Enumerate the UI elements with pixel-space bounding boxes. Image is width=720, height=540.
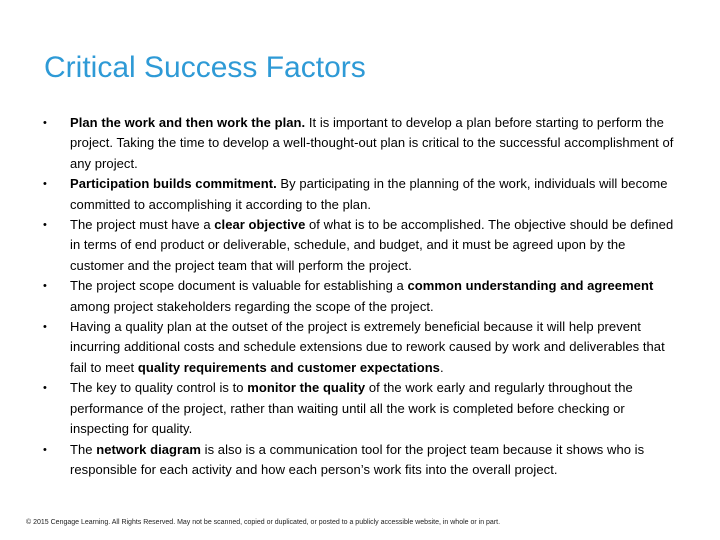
bullet-emphasis: Plan the work and then work the plan.	[70, 115, 306, 130]
bullet-item	[44, 174, 676, 215]
bullet-text: The project must have a	[70, 217, 215, 233]
bullet-emphasis: clear objective	[214, 217, 306, 233]
bullet-dot-icon: •	[43, 321, 47, 334]
bullet-text: is also is a communication tool for the project team because it shows who is responsible for each activity and how each person’s work fits into the overall project.	[70, 441, 645, 477]
bullet-emphasis: Participation builds commitment.	[70, 176, 277, 192]
bullet-text: The	[70, 441, 97, 457]
slide-title: Critical Success Factors	[44, 51, 366, 84]
copyright-footer: © 2015 Cengage Learning. All Rights Reserved. May not be scanned, copied or duplicated, or posted to a publicly accessible website, in whole or in part.	[26, 519, 501, 526]
bullet-emphasis: quality requirements and customer expectations	[137, 359, 440, 375]
bullet-text: The key to quality control is to	[70, 380, 248, 396]
bullet-dot-icon: •	[43, 382, 47, 395]
bullet-dot-icon: •	[43, 178, 47, 191]
bullet-dot-icon: •	[43, 117, 47, 129]
bullet-text: By participating in the planning of the work, individuals will become committed to accomplishing it according to the plan.	[70, 176, 668, 212]
bullet-dot-icon: •	[43, 219, 47, 232]
bullet-text: .	[439, 359, 444, 375]
bullet-item	[44, 276, 676, 317]
bullet-text: among project stakeholders regarding the scope of the project.	[70, 298, 434, 314]
bullet-dot-icon: •	[43, 443, 47, 456]
bullet-emphasis: network diagram	[96, 441, 201, 457]
bullet-emphasis: common understanding and agreement	[407, 278, 654, 294]
bullet-item	[44, 215, 676, 276]
bullet-text: Having a quality plan at the outset of the project is extremely beneficial because it will help prevent incurring additional costs and schedule extensions due to rework caused by work and deliverables that fail to meet	[70, 319, 665, 375]
bullet-text: The project scope document is valuable for establishing a	[70, 278, 408, 294]
bullet-text: of what is to be accomplished. The objective should be defined in terms of end product or deliverable, schedule, and budget, and it must be agreed upon by the customer and the project team that will perform the project.	[70, 217, 674, 273]
bullet-list	[44, 113, 676, 480]
bullet-item	[44, 440, 676, 481]
bullet-item	[44, 317, 676, 378]
bullet-text: It is important to develop a plan before starting to perform the project. Taking the time to develop a well-thought-out plan is critical to the successful accomplishment of any project.	[70, 115, 674, 171]
bullet-dot-icon: •	[43, 280, 47, 293]
bullet-item	[44, 378, 676, 439]
bullet-emphasis: monitor the quality	[247, 380, 366, 396]
bullet-item	[44, 113, 676, 174]
bullet-text: of the work early and regularly throughout the performance of the project, rather than waiting until all the work is completed before checking or inspecting for quality.	[70, 380, 633, 437]
